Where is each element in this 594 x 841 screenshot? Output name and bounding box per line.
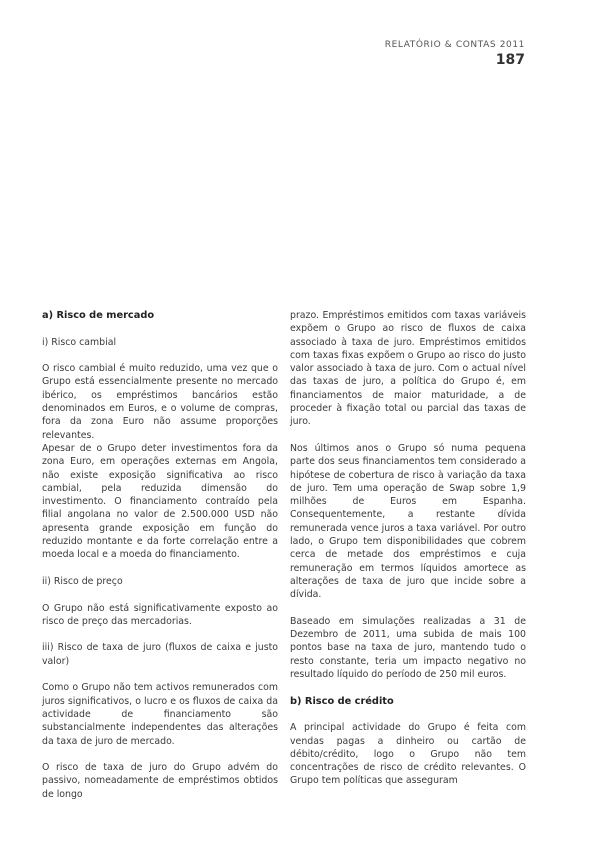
paragraph-price: O Grupo não está significativamente exposto ao risco de preço das mercadorias.: [42, 602, 278, 627]
paragraph-fx-2: Apesar de o Grupo deter investimentos fora da zona Euro, em operações externas em Angola, não existe exposição significativa ao risco cambial, pela reduzida dimensão do investimento. O financiamento contraído pela filial angolana no valor de 2.500.000 USD não apresenta grande exposição em função do reduzido montante e da forte correlação entre a moeda local e a moeda do financiamento.: [42, 442, 278, 561]
subheading-interest-risk: iii) Risco de taxa de juro (fluxos de caixa e justo valor): [42, 642, 278, 667]
paragraph-credit: A principal actividade do Grupo é feita com vendas pagas a dinheiro ou cartão de débito/crédito, logo o Grupo não tem concentrações de risco de crédito relevantes. O Grupo tem políticas que asseguram: [290, 722, 526, 787]
subheading-fx-risk: i) Risco cambial: [42, 336, 117, 348]
paragraph-swap: Nos últimos anos o Grupo só numa pequena parte dos seus financiamentos tem considerado a hipótese de cobertura de risco à variação da taxa de juro. Tem uma operação de Swap sobre 1,9 milhões de Euros em Espanha. Consequentemente, a restante dívida remunerada vence juros a taxa variável. Por outro lado, o Grupo tem disponibilidades que cobrem cerca de metade dos empréstimos e cuja remuneração em termos líquidos amortece as alterações de taxa de juro que incide sobre a dívida.: [290, 442, 526, 601]
heading-market-risk: a) Risco de mercado: [42, 310, 155, 321]
paragraph-simulation: Baseado em simulações realizadas a 31 de Dezembro de 2011, uma subida de mais 100 pontos base na taxa de juro, mantendo tudo o resto constante, teria um impacto negativo no resultado líquido do período de 250 mil euros.: [290, 615, 526, 681]
subheading-price-risk: ii) Risco de preço: [42, 575, 123, 587]
heading-credit-risk: b) Risco de crédito: [290, 695, 394, 707]
paragraph-interest-1: Como o Grupo não tem activos remunerados com juros significativos, o lucro e os fluxos de caixa da actividade de financiamento são substancialmente independentes das alterações da taxa de juro de mercado.: [42, 682, 278, 747]
report-title: RELATÓRIO & CONTAS 2011: [384, 40, 525, 50]
right-column: [290, 309, 526, 788]
paragraph-interest-continued: prazo. Empréstimos emitidos com taxas variáveis expõem o Grupo ao risco de fluxos de caixa associado à taxa de juro. Empréstimos emitidos com taxas fixas expõem o Grupo ao risco do justo valor associado à taxa de juro. Com o actual nível das taxas de juro, a política do Grupo é, em financiamentos de maior maturidade, a de proceder à fixação total ou parcial das taxas de juro.: [290, 310, 526, 428]
paragraph-fx-1: O risco cambial é muito reduzido, uma vez que o Grupo está essencialmente presente no mercado ibérico, os empréstimos bancários estão denominados em Euros, e o volume de compras, fora da zona Euro não assume proporções relevantes.: [42, 363, 278, 441]
page-number: 187: [495, 52, 525, 68]
paragraph-interest-2: O risco de taxa de juro do Grupo advém do passivo, nomeadamente de empréstimos obtidos de longo: [42, 762, 278, 800]
left-column: [42, 309, 278, 801]
